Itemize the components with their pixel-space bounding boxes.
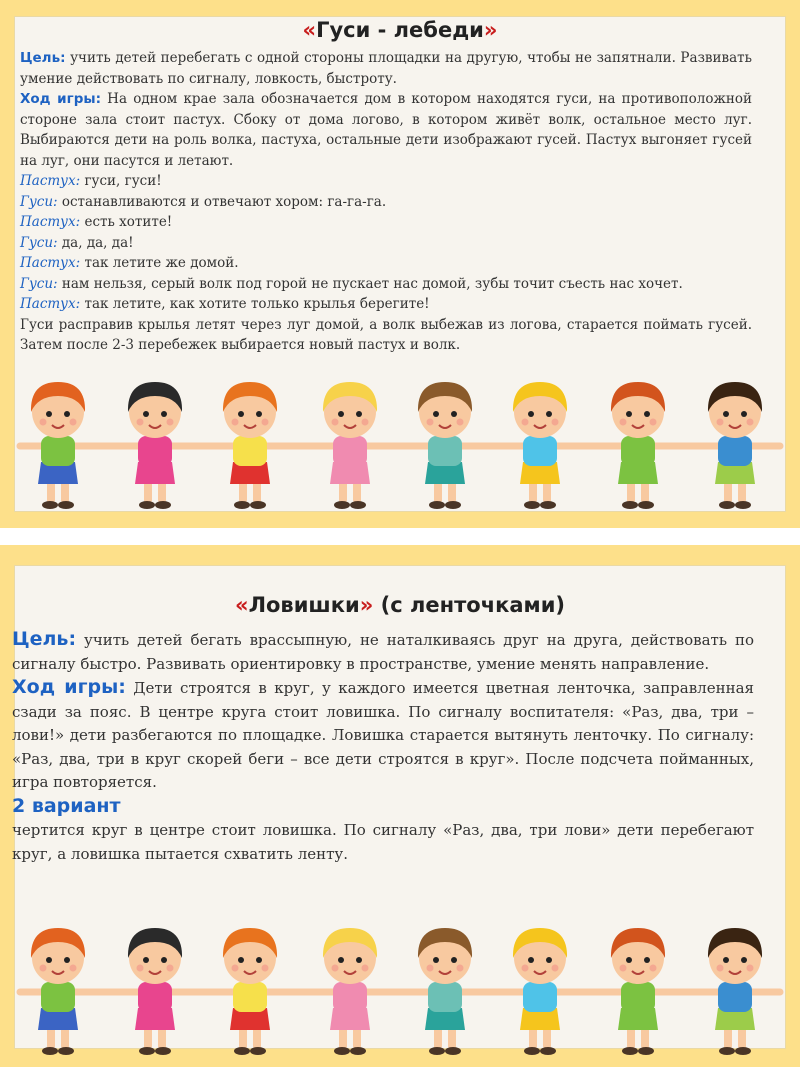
children-row-svg xyxy=(0,920,800,1060)
card-title: «Ловишки» (с ленточками) xyxy=(234,593,566,617)
dialog-line: Пастух: есть хотите! xyxy=(20,214,173,230)
card-body xyxy=(20,48,752,356)
variant-heading: 2 вариант xyxy=(12,794,121,817)
title-suffix: (с ленточками) xyxy=(373,593,566,617)
children-illustration xyxy=(0,374,800,514)
card-body xyxy=(12,628,754,866)
process-label: Ход игры: xyxy=(20,91,101,107)
variant-paragraph: чертится круг в центре стоит ловишка. По сигналу «Раз, два, три лови» дети перебегают круг, а ловишка пытается схватить ленту. xyxy=(12,821,754,863)
dialog-line: Пастух: так летите же домой. xyxy=(20,255,239,271)
dialog-line: Пастух: так летите, как хотите только крылья берегите! xyxy=(20,296,430,312)
dialog-line: Гуси: да, да, да! xyxy=(20,234,134,251)
process-label: Ход игры: xyxy=(12,676,126,698)
children-row-svg xyxy=(0,374,800,514)
dialog-line: Гуси: останавливаются и отвечают хором: га-га-га. xyxy=(20,193,387,210)
dialog-line: Пастух: гуси, гуси! xyxy=(20,173,162,189)
dialog-line: Гуси: нам нельзя, серый волк под горой не пускает нас домой, зубы точит съесть нас хочет. xyxy=(20,275,683,292)
goal-paragraph: Цель: учить детей перебегать с одной стороны площадки на другую, чтобы не запятнали. Развивать умение действовать по сигналу, ловкость, быстроту. xyxy=(20,50,752,87)
ending-paragraph: Гуси расправив крылья летят через луг домой, а волк выбежав из логова, старается поймать гусей. Затем после 2-3 перебежек выбирается новый пастух и волк. xyxy=(20,316,752,353)
title-text: Ловишки xyxy=(248,593,360,617)
process-paragraph: Ход игры: Дети строятся в круг, у каждого имеется цветная ленточка, заправленная сзади за пояс. В центре круга стоит ловишка. По сигналу воспитателя: «Раз, два, три – лови!» дети разбегаются по площадке. Ловишка старается вытянуть ленточку. По сигналу: «Раз, два, три в круг скорей беги – все дети строятся в круг». После подсчета пойманных, игра повторяется. xyxy=(12,676,754,791)
goal-label: Цель: xyxy=(20,50,66,66)
game-card-geese xyxy=(0,0,800,528)
title-text: Гуси - лебеди xyxy=(316,18,484,42)
goal-paragraph: Цель: учить детей бегать врассыпную, не наталкиваясь друг на друга, действовать по сигналу быстро. Развивать ориентировку в пространстве, умение менять направление. xyxy=(12,628,754,673)
goal-label: Цель: xyxy=(12,628,77,650)
card-title: «Гуси - лебеди» xyxy=(302,18,498,42)
children-illustration xyxy=(0,920,800,1060)
process-paragraph: Ход игры: На одном крае зала обозначается дом в котором находятся гуси, на противоположной стороне зала стоит пастух. Сбоку от дома логово, в котором живёт волк, остальное место луг. Выбираются дети на роль волка, пастуха, остальные дети изображают гусей. Пастух выгоняет гусей на луг, они пасутся и летают. xyxy=(20,91,753,169)
game-card-tag xyxy=(0,545,800,1067)
